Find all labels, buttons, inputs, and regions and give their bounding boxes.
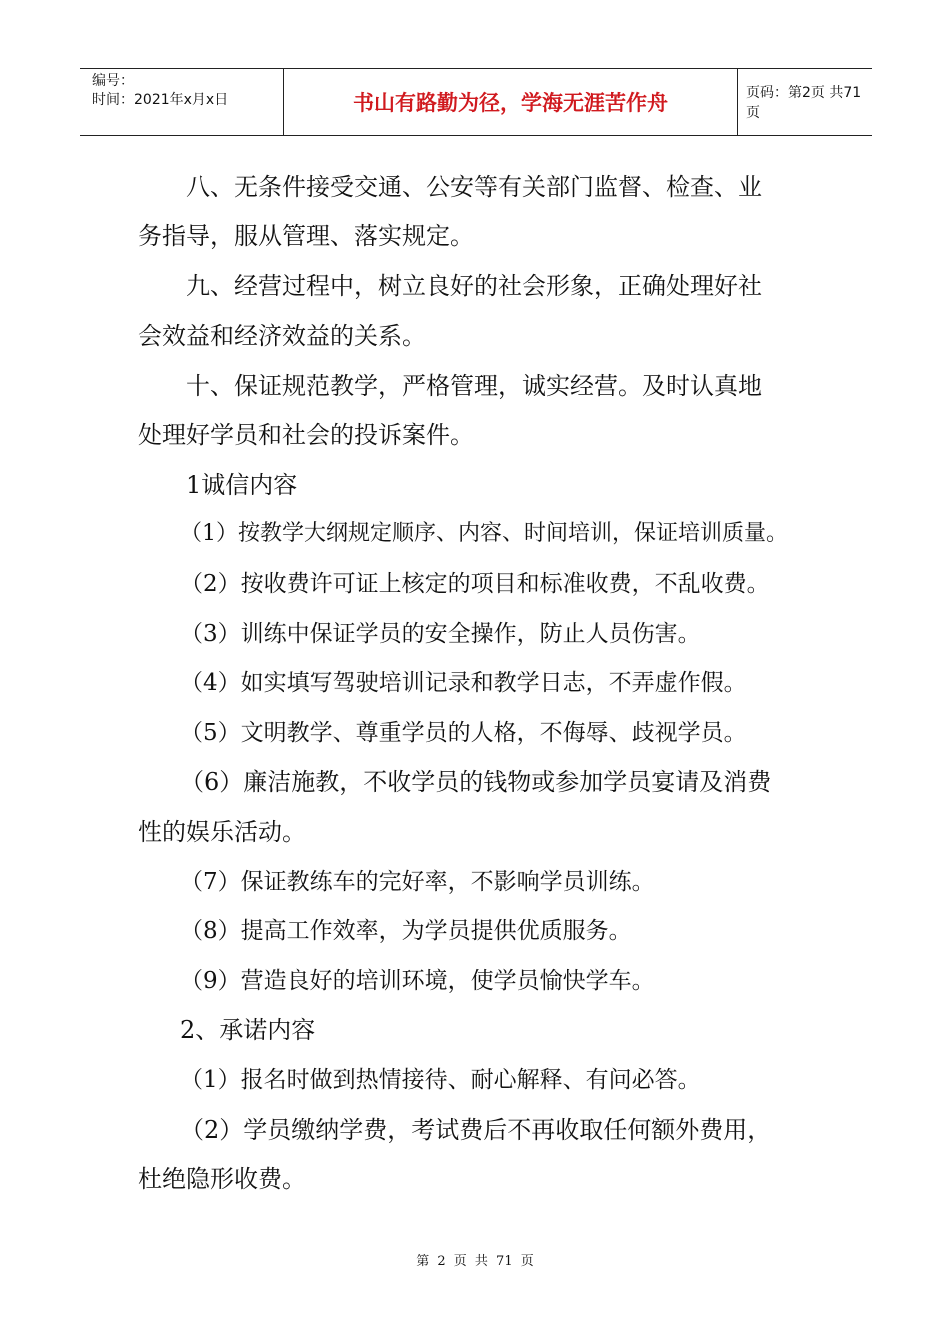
paragraph-line: 杜绝隐形收费。: [138, 1165, 306, 1193]
list-item: （4）如实填写驾驶培训记录和教学日志，不弄虚作假。: [180, 670, 747, 696]
header-motto-cell: [284, 69, 738, 135]
list-item: （8）提高工作效率，为学员提供优质服务。: [180, 918, 632, 944]
paragraph-line: 八、无条件接受交通、公安等有关部门监督、检查、业: [186, 173, 762, 201]
header-motto: 书山有路勤为径，学海无涯苦作舟: [353, 91, 668, 115]
header-meta: [80, 69, 284, 135]
page-footer: 第 2 页 共 71 页: [416, 1254, 534, 1269]
list-item: （3）训练中保证学员的安全操作，防止人员伤害。: [180, 621, 701, 647]
list-item: （5）文明教学、尊重学员的人格，不侮辱、歧视学员。: [180, 720, 747, 746]
list-item: （2）学员缴纳学费，考试费后不再收取任何额外费用，: [180, 1116, 772, 1144]
list-item: （9）营造良好的培训环境，使学员愉快学车。: [180, 968, 655, 994]
paragraph-line: 务指导，服从管理、落实规定。: [138, 222, 474, 250]
paragraph-line: 会效益和经济效益的关系。: [138, 322, 426, 350]
header-page-cell: [738, 69, 872, 135]
header-table: [80, 68, 872, 136]
section-heading: 1诚信内容: [186, 471, 298, 499]
list-item: （1）按教学大纲规定顺序、内容、时间培训，保证培训质量。: [180, 521, 788, 546]
number-label: 编号：: [92, 73, 134, 89]
list-item: （1）报名时做到热情接待、耐心解释、有问必答。: [180, 1067, 701, 1093]
paragraph-line: 九、经营过程中，树立良好的社会形象，正确处理好社: [186, 272, 762, 300]
paragraph-line: 十、保证规范教学，严格管理，诚实经营。及时认真地: [186, 372, 762, 400]
time-label: 时间：2021年x月x日: [92, 92, 229, 108]
list-item: （7）保证教练车的完好率，不影响学员训练。: [180, 869, 655, 895]
list-item: （6）廉洁施教，不收学员的钱物或参加学员宴请及消费: [180, 768, 772, 796]
paragraph-line: 性的娱乐活动。: [138, 818, 306, 846]
list-item: （2）按收费许可证上核定的项目和标准收费，不乱收费。: [180, 571, 770, 597]
paragraph-line: 处理好学员和社会的投诉案件。: [138, 421, 474, 449]
section-heading: 2、承诺内容: [180, 1016, 316, 1044]
header-page-label: 页码：第2页 共71页: [746, 85, 862, 121]
